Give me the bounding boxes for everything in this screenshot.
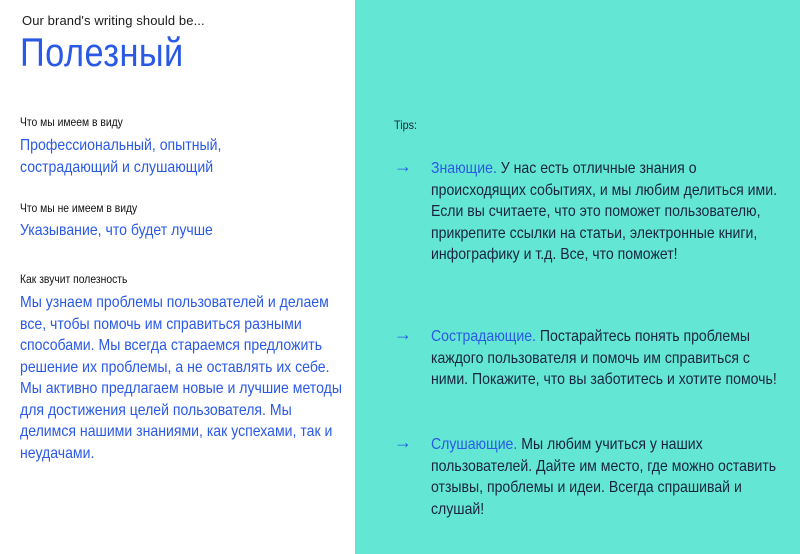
tip-body: У нас есть отличные знания о происходящих событиях, и мы любим делиться ими. Если вы считаете, что это поможет пользователю, прикрепите ссылки на статьи, электронные книги, инфографику и т.д. Все, что поможет! — [431, 160, 777, 263]
tip-text — [431, 158, 783, 266]
tip-body: Мы любим учиться у наших пользователей. Дайте им место, где можно оставить отзывы, проблемы и идеи. Всегда спрашивай и слушай! — [431, 436, 777, 518]
section-label-not-meaning: Что мы не имеем в виду — [20, 203, 138, 215]
tip-body: Постарайтесь понять проблемы каждого пользователя и помочь им справиться с ними. Покажите, что вы заботитесь и хотите помочь! — [431, 328, 777, 388]
tips-label: Tips: — [394, 118, 418, 132]
arrow-right-icon: → — [394, 432, 412, 452]
left-panel — [0, 0, 355, 554]
tip-heading: Сострадающие. — [431, 328, 536, 345]
section-text-sound: Мы узнаем проблемы пользователей и делаем все, чтобы помочь им справиться разными способами. Мы всегда стараемся предложить решение их проблемы, а не оставлять их себе. Мы активно предлагаем новые и лучшие методы для достижения целей пользователя. Мы делимся нашими знаниями, как успехами, так и неудачами. — [20, 294, 342, 462]
tip-heading: Знающие. — [431, 160, 497, 177]
tip-text — [431, 326, 783, 391]
arrow-right-icon: → — [394, 156, 412, 176]
arrow-right-icon: → — [394, 324, 412, 344]
section-text-not-meaning: Указывание, что будет лучше — [20, 222, 213, 239]
tip-text — [431, 434, 783, 520]
section-label-meaning: Что мы имеем в виду — [20, 117, 123, 129]
section-label-sound: Как звучит полезность — [20, 274, 128, 286]
tip-heading: Слушающие. — [431, 436, 518, 453]
page-title: Полезный — [20, 31, 184, 75]
eyebrow-text: Our brand's writing should be... — [22, 13, 205, 28]
section-text-meaning: Профессиональный, опытный, сострадающий и слушающий — [20, 137, 222, 176]
